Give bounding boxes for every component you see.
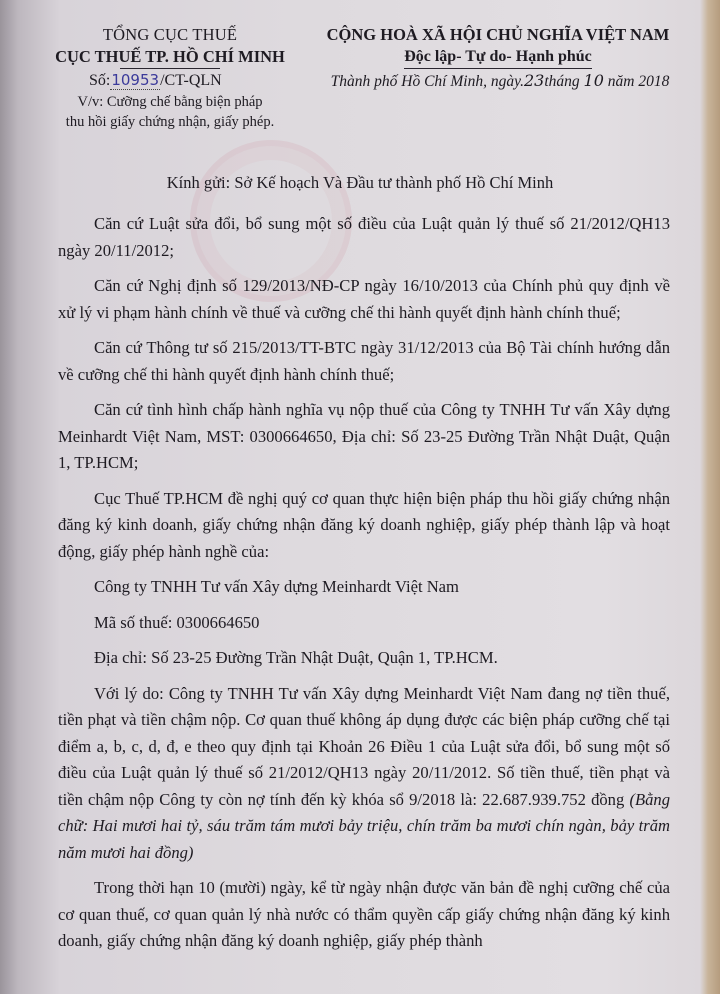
deadline-paragraph: Trong thời hạn 10 (mười) ngày, kể từ ngày nhận được văn bản đề nghị cưỡng chế của cơ quan thuế, cơ quan quản lý nhà nước có thẩm quyền cấp giấy chứng nhận đăng ký kinh doanh, giấy chứng nhận đăng ký doanh nghiệp, giấy phép thành	[58, 878, 670, 950]
country-name: CỘNG HOÀ XÃ HỘI CHỦ NGHĨA VIỆT NAM	[326, 25, 670, 44]
parent-agency: TỔNG CỤC THUẾ	[102, 25, 238, 44]
subject-block	[50, 92, 290, 132]
date-prefix: Thành phố Hồ Chí Minh, ngày.	[330, 73, 524, 90]
company-address: Địa chỉ: Số 23-25 Đường Trần Nhật Duật, Quận 1, TP.HCM.	[94, 648, 498, 667]
legal-basis-1: Căn cứ Luật sửa đổi, bổ sung một số điều của Luật quản lý thuế số 21/2012/QH13 ngày 20/11/2012;	[58, 214, 670, 260]
company-tax-code: Mã số thuế: 0300664650	[94, 612, 260, 632]
number-prefix: Số:	[89, 72, 111, 89]
month-label: tháng	[544, 73, 580, 90]
number-suffix: /CT-QLN	[160, 72, 222, 89]
handwritten-number: 10953	[111, 71, 160, 89]
year-label: năm 2018	[607, 73, 670, 90]
agency-name: CỤC THUẾ TP. HỒ CHÍ MINH	[55, 47, 285, 66]
document-body	[58, 211, 670, 964]
recipient-line: Kính gửi: Sở Kế hoạch Và Đầu tư thành phố Hồ Chí Minh	[166, 173, 554, 192]
reason-paragraph	[58, 681, 670, 867]
agency-underline	[120, 68, 220, 69]
handwritten-month: 10	[583, 71, 604, 90]
document-number	[89, 70, 222, 91]
national-motto: Độc lập- Tự do- Hạnh phúc	[404, 46, 592, 69]
national-header	[298, 24, 698, 69]
request-paragraph: Cục Thuế TP.HCM đề nghị quý cơ quan thực hiện biện pháp thu hồi giấy chứng nhận đăng ký kinh doanh, giấy chứng nhận đăng ký doanh nghiệp, giấy phép thành lập và hoạt động, giấy phép hành nghề của:	[58, 488, 670, 561]
handwritten-day: 23	[523, 71, 545, 90]
legal-basis-4: Căn cứ tình hình chấp hành nghĩa vụ nộp thuế của Công ty TNHH Tư vấn Xây dựng Meinhardt Việt Nam, MST: 0300664650, Địa chỉ: Số 23-25 Đường Trần Nhật Duật, Quận 1, TP.HCM;	[58, 400, 670, 472]
legal-basis-3: Căn cứ Thông tư số 215/2013/TT-BTC ngày 31/12/2013 của Bộ Tài chính hướng dẫn về cưỡng chế thi hành quyết định hành chính thuế;	[58, 338, 670, 384]
issuing-agency-block	[40, 24, 300, 69]
subject-line-2: thu hồi giấy chứng nhận, giấy phép.	[65, 114, 275, 130]
company-name: Công ty TNHH Tư vấn Xây dựng Meinhardt Việt Nam	[94, 577, 459, 596]
amount-in-words: (Bằng chữ: Hai mươi hai tỷ, sáu trăm tám mươi bảy triệu, chín trăm ba mươi chín ngàn, bảy trăm năm mươi hai đồng)	[58, 789, 670, 862]
reason-text: Với lý do: Công ty TNHH Tư vấn Xây dựng Meinhardt Việt Nam đang nợ tiền thuế, tiền phạt và tiền chậm nộp. Cơ quan thuế không áp dụng được các biện pháp cưỡng chế tại điểm a, b, c, d, đ, e theo quy định tại Khoản 26 Điều 1 của Luật sửa đổi, bổ sung một số điều của Luật quản lý thuế số 21/2012/QH13 ngày 20/11/2012. Số tiền thuế, tiền phạt và tiền chậm nộp Công ty còn nợ tính đến kỳ khóa sổ 9/2018 là: 22.687.939.752 đồng	[58, 683, 670, 809]
subject-line-1: V/v: Cưỡng chế bằng biện pháp	[77, 94, 263, 110]
date-place-line	[290, 71, 710, 92]
legal-basis-2: Căn cứ Nghị định số 129/2013/NĐ-CP ngày 16/10/2013 của Chính phủ quy định về xử lý vi phạm hành chính về thuế và cưỡng chế thi hành quyết định hành chính thuế;	[58, 276, 670, 322]
